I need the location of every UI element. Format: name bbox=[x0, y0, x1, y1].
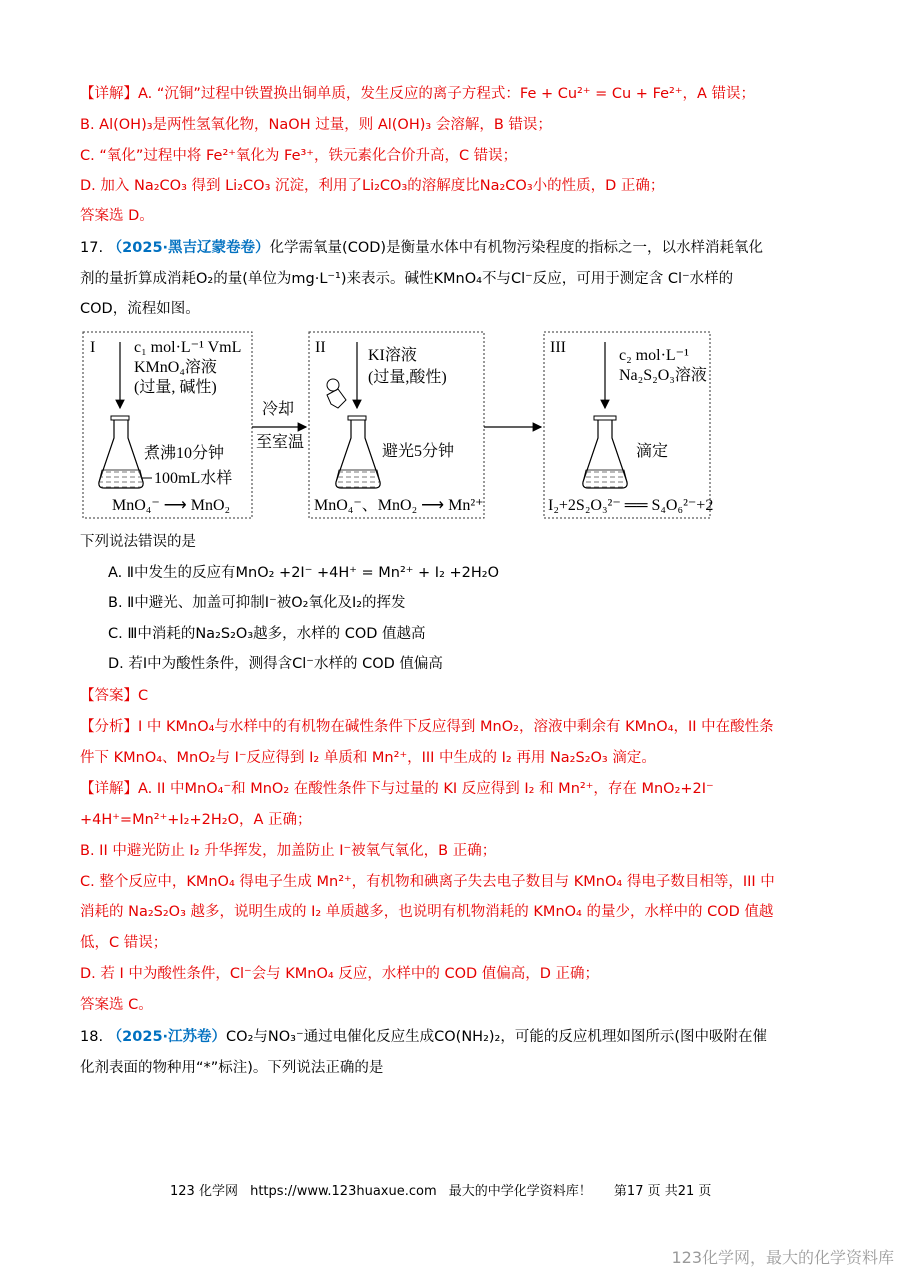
prev-detail-d: D. 加入 Na₂CO₃ 得到 Li₂CO₃ 沉淀，利用了Li₂CO₃的溶解度比Na₂CO₃小的性质，D 正确； bbox=[80, 178, 665, 194]
q17-detail-line8: 答案选 C。 bbox=[80, 997, 153, 1013]
cod-flow-diagram bbox=[82, 330, 714, 522]
sample-text: 100mL水样 bbox=[154, 470, 233, 487]
prev-detail-b: B. Al(OH)₃是两性氢氧化物，NaOH 过量，则 Al(OH)₃ 会溶解，B 错误； bbox=[80, 117, 552, 133]
reagent-text: c₂ mol·L⁻¹ bbox=[619, 347, 689, 364]
option-d: D. 若Ⅰ中为酸性条件，测得含Cl⁻水样的 COD 值偏高 bbox=[108, 656, 443, 672]
reagent-text: Na₂S₂O₃溶液 bbox=[619, 367, 707, 384]
q17-detail-line7: D. 若 I 中为酸性条件，Cl⁻会与 KMnO₄ 反应，水样中的 COD 值偏高，D 正确； bbox=[80, 966, 600, 982]
conical-flask-icon bbox=[583, 416, 627, 488]
reagent-text: c₁ mol·L⁻¹ VmL bbox=[134, 339, 242, 356]
page-number: 第17 页 共21 页 bbox=[613, 1184, 712, 1199]
q17-stem-line3: COD，流程如图。 bbox=[80, 301, 200, 317]
reagent-text: (过量,酸性) bbox=[368, 369, 447, 386]
step-box-1 bbox=[83, 332, 252, 518]
condition-text: 滴定 bbox=[636, 443, 669, 460]
step-box-3 bbox=[544, 332, 714, 518]
reagent-text: KMnO₄溶液 bbox=[134, 359, 217, 376]
q17-analysis-line2: 件下 KMnO₄、MnO₂与 I⁻反应得到 I₂ 单质和 Mn²⁺，III 中生成的 I₂ 再用 Na₂S₂O₃ 滴定。 bbox=[80, 750, 656, 766]
question-source: （2025·江苏卷） bbox=[107, 1029, 227, 1045]
condition-text: 避光5分钟 bbox=[382, 443, 455, 460]
option-a: A. Ⅱ中发生的反应有MnO₂ +2I⁻ +4H⁺ = Mn²⁺ + I₂ +2H₂O bbox=[108, 565, 500, 581]
q18-stem-line1: 18. （2025·江苏卷）CO₂与NO₃⁻通过电催化反应生成CO(NH₂)₂，可能的反应机理如图所示(图中吸附在催 bbox=[80, 1029, 768, 1045]
prev-detail-c: C. “氧化”过程中将 Fe²⁺氧化为 Fe³⁺，铁元素化合价升高，C 错误； bbox=[80, 148, 518, 164]
transition-text: 至室温 bbox=[256, 434, 305, 451]
reaction-text: MnO₄⁻、MnO₂ ⟶ Mn²⁺ bbox=[314, 497, 484, 514]
q17-stem-line1: 17. （2025·黑吉辽蒙卷卷）化学需氧量(COD)是衡量水体中有机物污染程度的指标之一，以水样消耗氧化 bbox=[80, 240, 764, 256]
question-number: 18. bbox=[80, 1029, 104, 1045]
q17-detail-line2: +4H⁺=Mn²⁺+I₂+2H₂O，A 正确； bbox=[80, 812, 312, 828]
option-c: C. Ⅲ中消耗的Na₂S₂O₃越多，水样的 COD 值越高 bbox=[108, 626, 426, 642]
page-footer bbox=[170, 1180, 719, 1199]
detail-tag: 【详解】 bbox=[80, 86, 138, 102]
analysis-tag: 【分析】 bbox=[80, 719, 138, 735]
q17-detail-line6: 低，C 错误； bbox=[80, 935, 168, 951]
q17-detail-line3: B. II 中避光防止 I₂ 升华挥发，加盖防止 I⁻被氧气氧化，B 正确； bbox=[80, 843, 497, 859]
footer-slogan: 最大的中学化学资料库！ bbox=[448, 1184, 592, 1199]
detail-tag: 【详解】 bbox=[80, 781, 138, 797]
q17-answer bbox=[80, 686, 148, 706]
q17-analysis-line1: 【分析】I 中 KMnO₄与水样中的有机物在碱性条件下反应得到 MnO₂，溶液中剩余有 KMnO₄，II 中在酸性条 bbox=[80, 719, 774, 735]
q17-detail-line4: C. 整个反应中，KMnO₄ 得电子生成 Mn²⁺，有机物和碘离子失去电子数目与 KMnO₄ 得电子数目相等，III 中 bbox=[80, 874, 775, 890]
transition-text: 冷却 bbox=[262, 401, 295, 418]
question-number: 17. bbox=[80, 240, 104, 256]
q17-prompt: 下列说法错误的是 bbox=[80, 534, 196, 550]
condition-text: 煮沸10分钟 bbox=[144, 445, 225, 462]
conical-flask-icon bbox=[336, 416, 380, 488]
prev-detail-a: 【详解】A. “沉铜”过程中铁置换出铜单质，发生反应的离子方程式：Fe + Cu²⁺ = Cu + Fe²⁺，A 错误； bbox=[80, 86, 756, 102]
q17-detail-line1: 【详解】A. II 中MnO₄⁻和 MnO₂ 在酸性条件下与过量的 KI 反应得到 I₂ 和 Mn²⁺，存在 MnO₂+2I⁻ bbox=[80, 781, 714, 797]
stopper-icon bbox=[327, 379, 346, 408]
q17-detail-line5: 消耗的 Na₂S₂O₃ 越多，说明生成的 I₂ 单质越多，也说明有机物消耗的 KMnO₄ 的量少，水样中的 COD 值越 bbox=[80, 904, 774, 920]
step-label: I bbox=[90, 339, 96, 356]
reagent-text: KI溶液 bbox=[368, 347, 417, 364]
question-source: （2025·黑吉辽蒙卷卷） bbox=[107, 240, 270, 256]
reaction-text: I₂+2S₂O₃²⁻ ══ S₄O₆²⁻+2I⁻ bbox=[548, 497, 714, 514]
prev-answer: 答案选 D。 bbox=[80, 208, 154, 224]
q18-stem-line2: 化剂表面的物种用“*”标注)。下列说法正确的是 bbox=[80, 1060, 384, 1076]
step-label: III bbox=[550, 339, 566, 356]
answer-value: C bbox=[138, 688, 149, 704]
footer-site: 123 化学网 bbox=[170, 1184, 238, 1199]
step-label: II bbox=[315, 339, 326, 356]
reaction-text: MnO₄⁻ ⟶ MnO₂ bbox=[112, 497, 231, 514]
reagent-text: (过量, 碱性) bbox=[134, 379, 217, 396]
conical-flask-icon bbox=[99, 416, 143, 488]
option-b: B. Ⅱ中避光、加盖可抑制I⁻被O₂氧化及I₂的挥发 bbox=[108, 595, 406, 611]
step-box-2 bbox=[309, 332, 484, 518]
watermark: 123化学网，最大的化学资料库 bbox=[671, 1248, 894, 1267]
q17-stem-line2: 剂的量折算成消耗O₂的量(单位为mg·L⁻¹)来表示。碱性KMnO₄不与Cl⁻反应，可用于测定含 Cl⁻水样的 bbox=[80, 271, 734, 287]
footer-url[interactable]: https://www.123huaxue.com bbox=[250, 1184, 437, 1199]
answer-tag: 【答案】 bbox=[80, 688, 138, 704]
